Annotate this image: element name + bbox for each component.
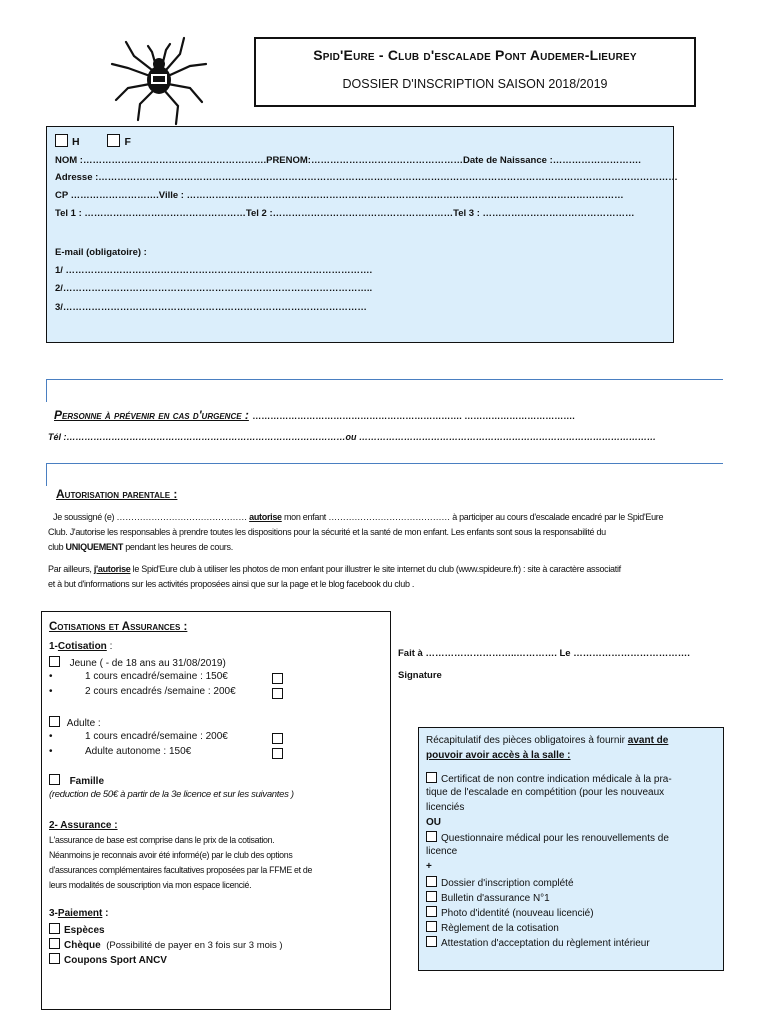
adulte-option-2: • Adulte autonome : 150€ [49, 746, 192, 757]
authorization-p2-line2: et à but d'informations sur les activités proposées ainsi que sur la page et le blog facebook du club . [48, 579, 415, 589]
adulte-checkbox[interactable] [49, 716, 60, 727]
assurance-line-3: d'assurances complémentaires facultatives proposées par la FFME et de [49, 865, 313, 875]
quest-line-2: licence [426, 846, 458, 857]
pay-cheque-checkbox[interactable] [49, 938, 60, 949]
assurance-line-4: leurs modalités de souscription via mon espace licencié. [49, 880, 252, 890]
cert-row [426, 772, 672, 785]
recap-item-4-label: Règlement de la cotisation [441, 923, 559, 934]
email-label: E-mail (obligatoire) : [55, 247, 147, 258]
famille-checkbox[interactable] [49, 774, 60, 785]
adulte-opt2-label: Adulte autonome : 150€ [85, 746, 192, 757]
recap-item-5 [426, 936, 650, 949]
cert-line-2: tique de l'escalade en compétition (pour les nouveaux [426, 787, 665, 798]
recap-item-1-checkbox[interactable] [426, 876, 437, 887]
authorization-title: Autorisation parentale : [56, 487, 178, 501]
auth-p2-post: le Spid'Eure club à utiliser les photos de mon enfant pour illustrer le site internet du club (www.spideure.fr) : site à caractère associatif [130, 564, 621, 574]
famille-note: (reduction de 50€ à partir de la 3e licence et sur les suivantes ) [49, 789, 294, 800]
recap-intro-bold: avant de [627, 735, 669, 746]
address-line[interactable]: Adresse :………………………………………………………………………………………………………………………………………………………………… [55, 172, 678, 183]
cotisation-section [41, 611, 391, 1010]
section2-title: 2- Assurance : [49, 820, 118, 831]
email-1-line[interactable]: 1/ ……………………………………………………………………………………. [55, 265, 373, 276]
title-box [254, 37, 696, 107]
auth-p2-pre: Par ailleurs, [48, 564, 94, 574]
famille-label: Famille [69, 776, 105, 787]
recap-item-4-checkbox[interactable] [426, 921, 437, 932]
plus-sign: + [426, 861, 432, 872]
recap-intro-text: Récapitulatif des pièces obligatoires à fournir [426, 735, 628, 746]
recap-item-3 [426, 906, 594, 919]
jeune-checkbox[interactable] [49, 656, 60, 667]
required-documents-box [418, 727, 724, 971]
jeune-opt2-checkbox[interactable] [272, 688, 283, 699]
pay-especes-checkbox[interactable] [49, 923, 60, 934]
adulte-row [49, 716, 101, 729]
emergency-title: Personne à prévenir en cas d'urgence : [54, 408, 249, 422]
section3-heading [49, 908, 108, 919]
auth-p1-l3-pre: club [48, 542, 66, 552]
auth-p1-post: mon enfant …………………………………… à participer au cours d'escalade encadré par le Spid'Eure [281, 512, 664, 522]
jeune-opt1-checkbox[interactable] [272, 673, 283, 684]
jeune-opt1-label: 1 cours encadré/semaine : 150€ [85, 671, 228, 682]
adulte-opt2-checkbox[interactable] [272, 748, 283, 759]
adulte-option-1: • 1 cours encadré/semaine : 200€ [49, 731, 228, 742]
authorization-p1-line3 [48, 542, 233, 552]
email-2-line[interactable]: 2/…………………………………………………………………………………….. [55, 283, 373, 294]
jeune-opt2-label: 2 cours encadrés /semaine : 200€ [85, 686, 236, 697]
adulte-opt1-checkbox[interactable] [272, 733, 283, 744]
phone-line[interactable]: Tel 1 : ……………………………………………Tel 2 :…………………………………………………Tel 3 : ………………………………………… [55, 208, 635, 219]
auth-p1-autorise: autorise [249, 512, 282, 522]
cert-checkbox[interactable] [426, 772, 437, 783]
emergency-divider [46, 379, 723, 402]
pay-cheque-note: (Possibilité de payer en 3 fois sur 3 mois ) [106, 940, 283, 951]
section3-colon: : [102, 908, 109, 919]
pay-cheque-row [49, 938, 283, 951]
sex-f-checkbox[interactable] [107, 134, 120, 147]
assurance-line-1: L'assurance de base est comprise dans le prix de la cotisation. [49, 835, 275, 845]
recap-intro-bold-2: pouvoir avoir accès à la salle : [426, 750, 571, 761]
authorization-p1-line1 [53, 512, 663, 522]
pay-especes-label: Espèces [64, 925, 105, 936]
jeune-option-2: • 2 cours encadrés /semaine : 200€ [49, 686, 236, 697]
sex-h-checkbox[interactable] [55, 134, 68, 147]
authorization-p2-line1 [48, 564, 621, 574]
name-line[interactable]: NOM :………………………………………………….PRENOM:…………………………………………Date de Naissance :………………………. [55, 155, 641, 166]
section1-colon: : [106, 641, 113, 652]
assurance-line-2: Néanmoins je reconnais avoir été informé(e) par le club des options [49, 850, 293, 860]
cert-line-3: licenciés [426, 802, 465, 813]
recap-item-2 [426, 891, 550, 904]
pay-ancv-checkbox[interactable] [49, 953, 60, 964]
recap-item-3-label: Photo d'identité (nouveau licencié) [441, 908, 594, 919]
recap-item-4 [426, 921, 559, 934]
emergency-phone-line[interactable]: Tél :…………………………………………………………………………………ou ……………………………………………………………………………………… [48, 432, 656, 442]
jeune-label: Jeune ( - de 18 ans au 31/08/2019) [69, 658, 226, 669]
pay-ancv-row [49, 953, 167, 966]
email-3-line[interactable]: 3/…………………………………………………………………………………… [55, 302, 367, 313]
cp-city-line[interactable]: CP ……………………….Ville : ………………………………………………………………………………………………………………………… [55, 190, 624, 201]
club-title: Spid'Eure - Club d'escalade Pont Audemer-Lieurey [313, 47, 637, 63]
recap-intro [426, 735, 668, 746]
adulte-opt1-label: 1 cours encadré/semaine : 200€ [85, 731, 228, 742]
section1-num: 1- [49, 641, 58, 652]
section1-label: Cotisation [57, 641, 107, 652]
adulte-label: Adulte : [66, 718, 101, 729]
sex-choice [55, 134, 131, 148]
section3-num: 3- [49, 908, 58, 919]
jeune-option-1: • 1 cours encadré/semaine : 150€ [49, 671, 228, 682]
authorization-p1-line2: Club. J'autorise les responsables à prendre toutes les dispositions pour la sécurité et la santé de mon enfant. Les enfants sont sous la responsabilité du [48, 527, 606, 537]
recap-item-5-checkbox[interactable] [426, 936, 437, 947]
recap-item-3-checkbox[interactable] [426, 906, 437, 917]
auth-p1-pre: Je soussigné (e) ……………………………………… [53, 512, 250, 522]
auth-p1-l3-bold: UNIQUEMENT [65, 542, 124, 552]
pay-cheque-label: Chèque [64, 940, 101, 951]
emergency-heading [54, 408, 575, 422]
cert-line-1: Certificat de non contre indication médicale à la pra- [441, 774, 672, 785]
recap-item-1-label: Dossier d'inscription complété [441, 878, 574, 889]
recap-item-1 [426, 876, 574, 889]
pay-ancv-label: Coupons Sport ANCV [64, 955, 167, 966]
authorization-divider [46, 463, 723, 486]
quest-row [426, 831, 669, 844]
identity-section [46, 126, 678, 343]
spider-logo [104, 28, 214, 128]
cotisation-title: Cotisations et Assurances : [49, 621, 188, 633]
quest-line-1: Questionnaire médical pour les renouvellements de [441, 833, 669, 844]
auth-p1-l3-post: pendant les heures de cours. [123, 542, 233, 552]
place-date-line[interactable]: Fait à ………………………..…………. Le ………………………………. [398, 648, 690, 659]
auth-p2-bold: j'autorise [93, 564, 131, 574]
jeune-row [49, 656, 226, 669]
signature-label: Signature [398, 670, 442, 681]
dossier-title: DOSSIER D'INSCRIPTION SAISON 2018/2019 [342, 77, 608, 91]
section3-label: Paiement [57, 908, 103, 919]
recap-item-2-label: Bulletin d'assurance N°1 [441, 893, 550, 904]
section1-heading [49, 641, 112, 652]
recap-item-2-checkbox[interactable] [426, 891, 437, 902]
recap-item-5-label: Attestation d'acceptation du règlement intérieur [441, 938, 650, 949]
sex-f-label: F [124, 136, 131, 148]
famille-row [49, 774, 104, 787]
emergency-name-line[interactable]: ……………………………………………………………. ………………………………. [252, 411, 575, 421]
sex-h-label: H [72, 136, 80, 148]
or-label: OU [426, 817, 441, 828]
quest-checkbox[interactable] [426, 831, 437, 842]
pay-especes-row [49, 923, 105, 936]
